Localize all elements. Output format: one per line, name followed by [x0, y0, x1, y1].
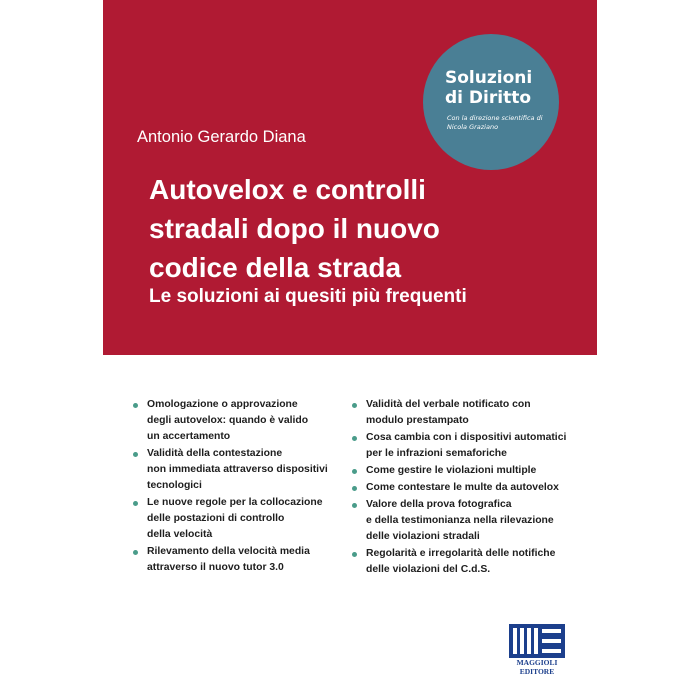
topic-item: [131, 495, 351, 543]
series-subtitle: Con la direzione scientifica di Nicola Graziano: [447, 114, 543, 131]
topics-list-right: [350, 397, 590, 579]
series-title: Soluzioni di Diritto: [445, 68, 533, 108]
bullet-dot-icon: [352, 469, 357, 474]
topic-text: Come contestare le multe da autovelox: [366, 482, 559, 493]
topic-text: Validità del verbale notificato con modulo prestampato: [366, 399, 531, 426]
cover-title-panel: [103, 0, 597, 355]
topics-list-left: [131, 397, 351, 577]
topic-text: Omologazione o approvazione degli autovelox: quando è valido un accertamento: [147, 399, 309, 442]
topic-item: [131, 446, 351, 494]
bullet-dot-icon: [352, 503, 357, 508]
bullet-dot-icon: [352, 552, 357, 557]
author-name: Antonio Gerardo Diana: [137, 128, 306, 146]
topic-text: Le nuove regole per la collocazione delle postazioni di controllo della velocità: [147, 497, 323, 540]
publisher-label: EDITORE: [519, 667, 555, 676]
maggioli-logo-icon: [509, 624, 565, 658]
topic-text: Validità della contestazione non immediata attraverso dispositivi tecnologici: [147, 448, 328, 491]
topic-text: Rilevamento della velocità media attraverso il nuovo tutor 3.0: [147, 546, 310, 573]
topic-item: [350, 397, 590, 429]
bullet-dot-icon: [133, 452, 138, 457]
bullet-dot-icon: [352, 403, 357, 408]
topic-item: [131, 544, 351, 576]
bullet-dot-icon: [352, 486, 357, 491]
topic-item: [131, 397, 351, 445]
topic-text: Come gestire le violazioni multiple: [366, 465, 537, 476]
bullet-dot-icon: [133, 501, 138, 506]
series-badge: [423, 34, 559, 170]
topic-item: [350, 480, 590, 496]
topic-item: [350, 546, 590, 578]
topic-text: Valore della prova fotografica e della testimonianza nella rilevazione delle violazioni stradali: [366, 499, 554, 542]
book-subtitle: Le soluzioni ai quesiti più frequenti: [149, 286, 467, 307]
bullet-dot-icon: [133, 550, 138, 555]
topic-text: Cosa cambia con i dispositivi automatici per le infrazioni semaforiche: [366, 432, 567, 459]
topic-item: [350, 497, 590, 545]
publisher-name: MAGGIOLI: [516, 658, 558, 667]
book-title: Autovelox e controlli stradali dopo il nuovo codice della strada: [149, 174, 440, 283]
topic-item: [350, 430, 590, 462]
topic-text: Regolarità e irregolarità delle notifiche delle violazioni del C.d.S.: [366, 548, 556, 575]
bullet-dot-icon: [352, 436, 357, 441]
publisher-logo: [509, 624, 565, 676]
book-cover: [103, 0, 597, 700]
topic-item: [350, 463, 590, 479]
bullet-dot-icon: [133, 403, 138, 408]
